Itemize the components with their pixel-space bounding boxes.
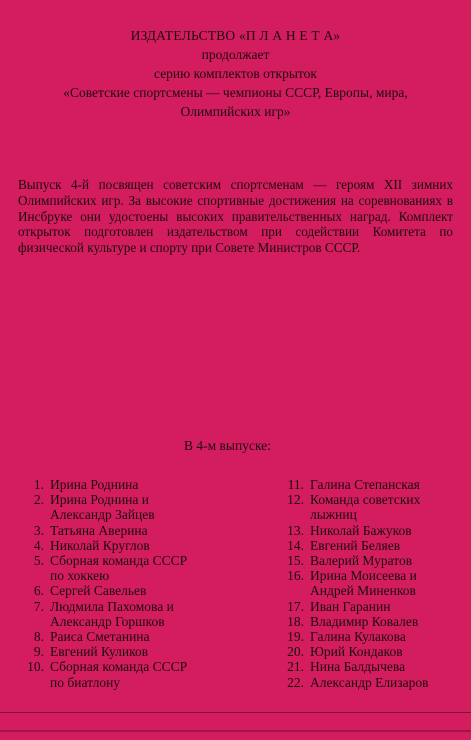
list-item — [278, 599, 468, 614]
list-item-number: 5. — [33, 553, 44, 569]
list-item-name-line: Нина Балдычева — [310, 659, 406, 675]
list-item-name — [50, 553, 242, 583]
list-item-name-line: Команда советских — [310, 492, 421, 508]
list-item-number: 3. — [33, 522, 44, 538]
continues-line: продолжает — [201, 47, 270, 62]
list-item-number: 11. — [287, 477, 304, 492]
list-item-name-line: Евгений Куликов — [50, 644, 149, 660]
list-item-name-line: Евгений Беляев — [310, 537, 401, 553]
publisher-line: ИЗДАТЕЛЬСТВО «П Л А Н Е Т А» — [130, 28, 341, 43]
list-item-name-line: Ирина Моисеева и — [310, 568, 417, 584]
list-item-name-line: Александр Зайцев — [50, 507, 155, 523]
list-item — [20, 629, 242, 644]
list-item-name — [50, 629, 242, 644]
issue-description: Выпуск 4-й посвящен советским спортсменам — героям XII зимних Олимпийских игр. За высокие спортивные достижения на соревнованиях в Инсбруке они удостоены высоких правительственных наград. Комплект открыток подготовлен издательством при содействии Комитета по физической культуре и спорту при Совете Министров СССР. — [18, 177, 453, 256]
list-item-name-line: Сборная команда СССР — [50, 553, 188, 569]
list-item-name — [50, 477, 242, 492]
bottom-edge — [0, 730, 471, 732]
list-item-number: 13. — [287, 522, 304, 538]
list-item-name-line: Ирина Роднина и — [50, 492, 149, 508]
list-item-name — [50, 523, 242, 538]
list-item — [278, 553, 468, 568]
list-item-name-line: Александр Елизаров — [310, 674, 429, 690]
list-item-name — [310, 523, 468, 538]
list-item — [278, 644, 468, 659]
list-item-number: 6. — [33, 583, 44, 599]
list-item-name-line: Раиса Сметанина — [50, 629, 150, 645]
list-item-number: 12. — [287, 492, 304, 508]
issue-heading: В 4-м выпуске: — [184, 438, 271, 453]
series-intro: серию комплектов открыток — [154, 66, 317, 81]
list-item-name-line: по хоккею — [50, 568, 110, 584]
list-item — [278, 538, 468, 553]
list-item-name — [310, 644, 468, 659]
list-item-name — [310, 568, 468, 598]
list-item-number: 8. — [33, 629, 44, 645]
athlete-list-right — [278, 477, 468, 690]
list-item-name — [310, 675, 468, 690]
list-item-name — [310, 492, 468, 522]
athlete-list-left — [20, 477, 242, 690]
list-item-number: 16. — [287, 568, 304, 584]
list-item-number: 7. — [33, 598, 44, 614]
list-item — [20, 553, 242, 583]
list-item-number: 19. — [287, 629, 304, 645]
list-item — [278, 492, 468, 522]
list-item — [20, 477, 242, 492]
list-item-number: 15. — [287, 553, 304, 569]
list-item-name-line: Татьяна Аверина — [50, 522, 148, 538]
list-item — [278, 614, 468, 629]
list-item-name-line: Галина Кулакова — [310, 629, 406, 645]
list-item-number: 4. — [33, 537, 44, 553]
list-item-name-line: Николай Круглов — [50, 537, 150, 553]
list-item-name-line: Андрей Миненков — [310, 583, 416, 599]
list-item-name — [50, 583, 242, 598]
list-item-name-line: Николай Бажуков — [310, 522, 412, 538]
list-item-number: 17. — [287, 598, 304, 614]
bottom-rule — [0, 712, 471, 713]
list-item — [278, 659, 468, 674]
list-item-name — [310, 629, 468, 644]
list-item-number: 9. — [33, 644, 44, 660]
list-item-name — [310, 659, 468, 674]
list-item-name — [50, 599, 242, 629]
list-item-name-line: Людмила Пахомова и — [50, 598, 174, 614]
list-item-name — [310, 614, 468, 629]
list-item-name — [310, 538, 468, 553]
list-item-name — [50, 659, 242, 689]
list-item-number: 21. — [287, 659, 304, 675]
list-item-number: 1. — [33, 477, 44, 492]
list-item-name-line: Сергей Савельев — [50, 583, 147, 599]
list-item-name-line: Сборная команда СССР — [50, 659, 188, 675]
list-item-name — [50, 492, 242, 522]
list-item-name-line: Галина Степанская — [310, 477, 420, 492]
series-title-line-1: «Советские спортсмены — чемпионы СССР, Европы, мира, — [63, 85, 408, 100]
list-item — [278, 523, 468, 538]
list-item-number: 10. — [27, 659, 44, 675]
list-item-name-line: Иван Гаранин — [310, 598, 391, 614]
list-item-name — [310, 553, 468, 568]
list-item-name — [310, 477, 468, 492]
list-item — [20, 523, 242, 538]
list-item-name-line: по биатлону — [50, 674, 121, 690]
list-item-number: 20. — [287, 644, 304, 660]
list-item-number: 22. — [287, 674, 304, 690]
list-item-number: 14. — [287, 537, 304, 553]
list-item — [278, 675, 468, 690]
list-item — [20, 659, 242, 689]
list-item-name — [50, 644, 242, 659]
list-item — [20, 583, 242, 598]
list-item — [278, 629, 468, 644]
list-item-name-line: Валерий Муратов — [310, 553, 413, 569]
list-item — [20, 538, 242, 553]
list-item — [278, 568, 468, 598]
list-item-name-line: Ирина Роднина — [50, 477, 139, 492]
list-item — [20, 492, 242, 522]
header — [0, 26, 471, 121]
list-item — [20, 644, 242, 659]
list-item-name — [310, 599, 468, 614]
list-item-name-line: Владимир Ковалев — [310, 613, 419, 629]
list-item-name — [50, 538, 242, 553]
list-item-number: 2. — [33, 492, 44, 508]
list-item-name-line: лыжниц — [310, 507, 357, 523]
list-item — [20, 599, 242, 629]
list-item-name-line: Александр Горшков — [50, 613, 165, 629]
series-title-line-2: Олимпийских игр» — [180, 104, 291, 119]
list-item-name-line: Юрий Кондаков — [310, 644, 403, 660]
list-item-number: 18. — [287, 613, 304, 629]
list-item — [278, 477, 468, 492]
